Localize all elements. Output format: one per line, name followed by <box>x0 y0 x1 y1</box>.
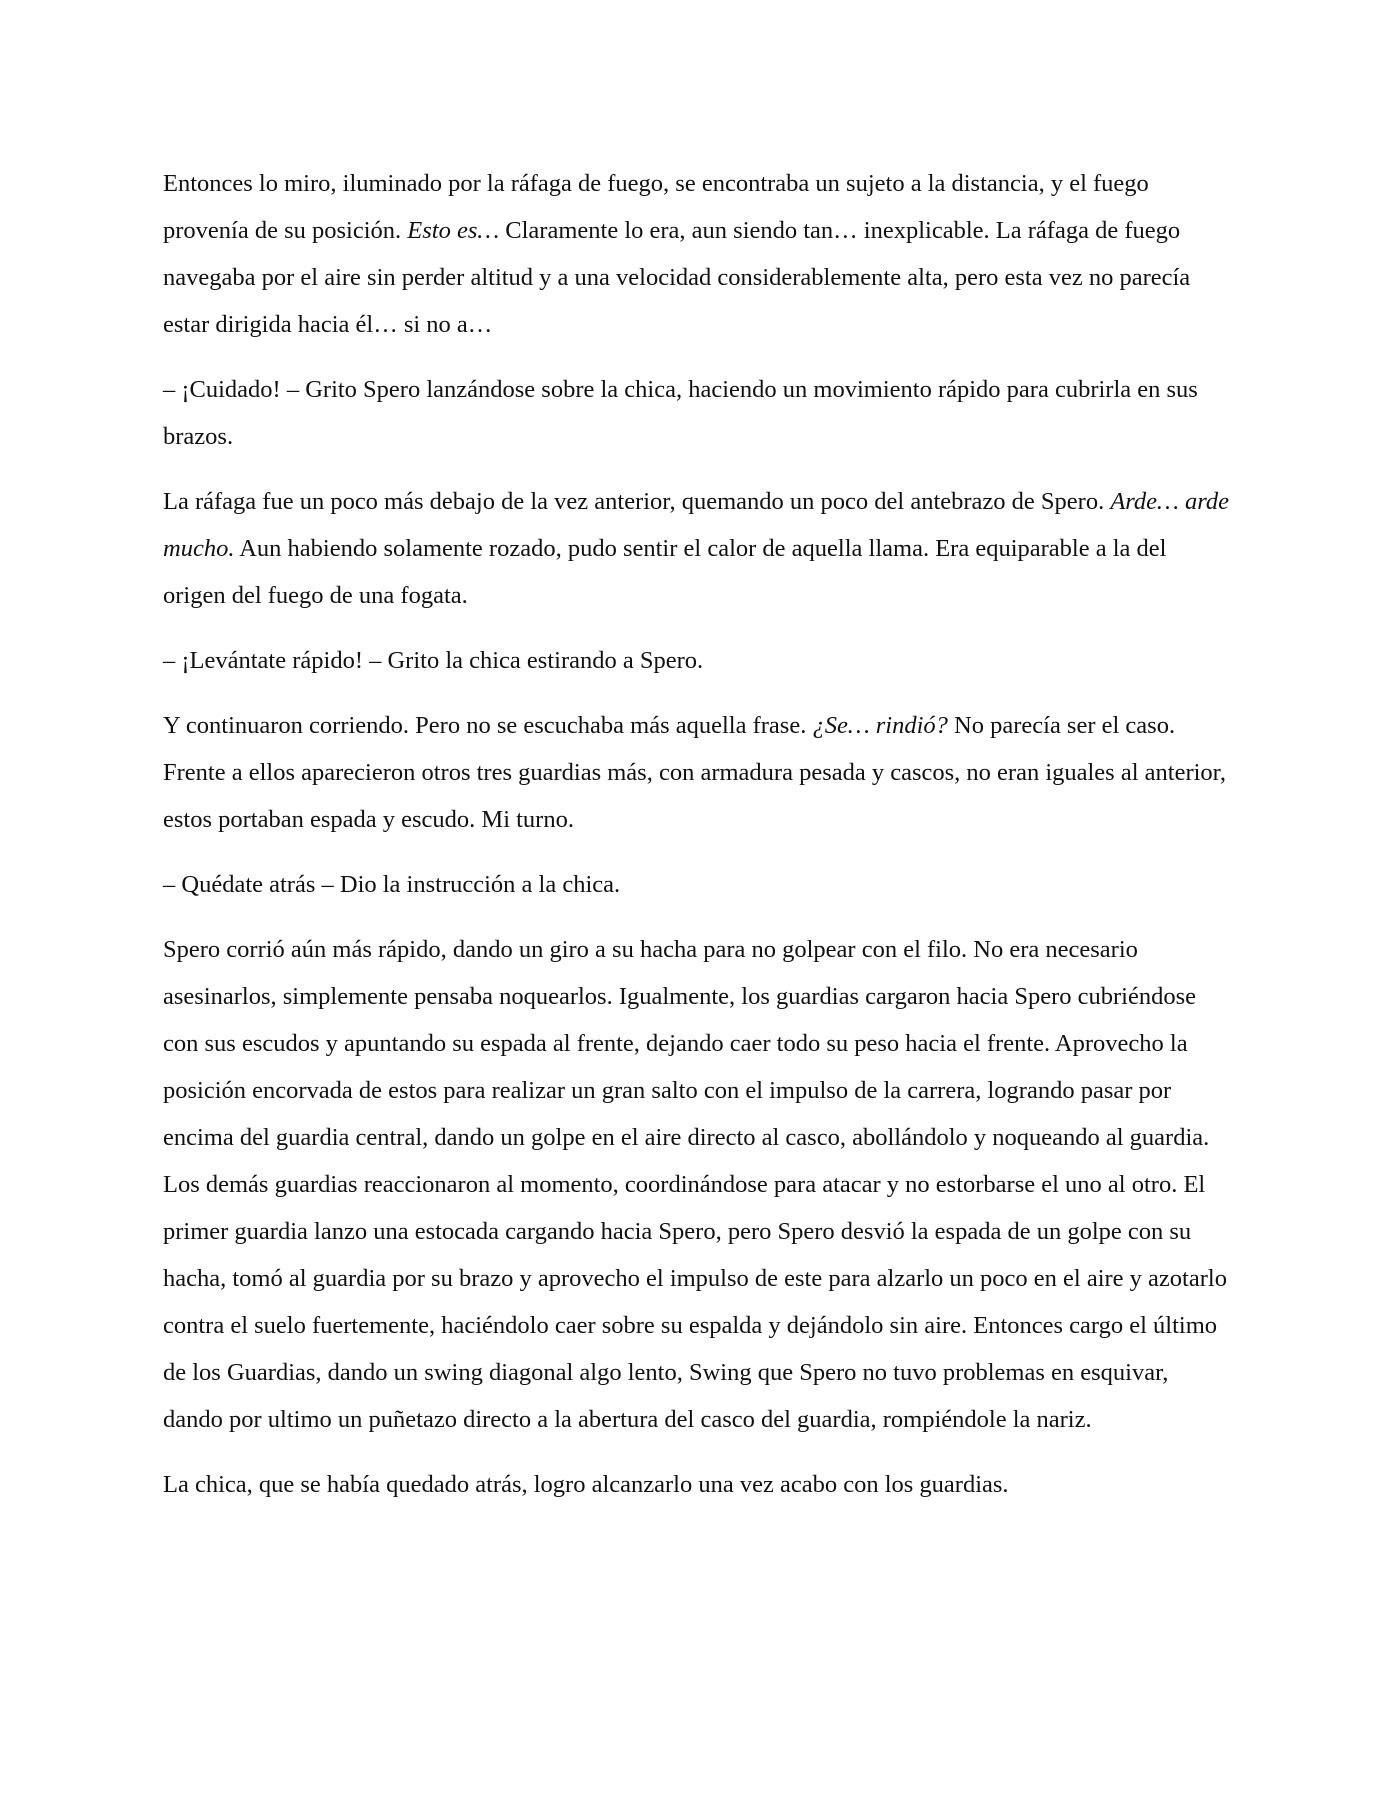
paragraph-6-text: – Quédate atrás – Dio la instrucción a la chica. <box>163 871 621 898</box>
paragraph-5 <box>163 702 1233 843</box>
paragraph-1-text-2: Claramente lo era, aun siendo tan… inexplicable. La ráfaga de fuego navegaba por el aire sin perder altitud y a una velocidad considerablemente alta, pero esta vez no parecía estar dirigida hacia él… si no a… <box>163 217 1191 338</box>
paragraph-1 <box>163 160 1233 348</box>
paragraph-1-italic-thought: Esto es… <box>407 217 500 244</box>
paragraph-6 <box>163 861 1233 908</box>
paragraph-8-text: La chica, que se había quedado atrás, logro alcanzarlo una vez acabo con los guardias. <box>163 1471 1009 1498</box>
paragraph-3 <box>163 478 1233 619</box>
paragraph-3-italic-thought: Arde… arde mucho. <box>163 488 1229 562</box>
paragraph-4 <box>163 637 1233 684</box>
paragraph-5-text-2: No parecía ser el caso. Frente a ellos aparecieron otros tres guardias más, con armadura pesada y cascos, no eran iguales al anterior, estos portaban espada y escudo. Mi turno. <box>163 712 1226 833</box>
paragraph-7 <box>163 926 1233 1443</box>
document-page <box>163 160 1233 1526</box>
paragraph-5-italic-thought: ¿Se… rindió? <box>812 712 948 739</box>
paragraph-8 <box>163 1461 1233 1508</box>
paragraph-5-text-1: Y continuaron corriendo. Pero no se escuchaba más aquella frase. <box>163 712 813 739</box>
paragraph-2-text: – ¡Cuidado! – Grito Spero lanzándose sobre la chica, haciendo un movimiento rápido para cubrirla en sus brazos. <box>163 376 1198 450</box>
paragraph-3-text-2: Aun habiendo solamente rozado, pudo sentir el calor de aquella llama. Era equiparable a la del origen del fuego de una fogata. <box>163 535 1167 609</box>
paragraph-2 <box>163 366 1233 460</box>
paragraph-1-text-1: Entonces lo miro, iluminado por la ráfaga de fuego, se encontraba un sujeto a la distancia, y el fuego provenía de su posición. <box>163 170 1149 244</box>
paragraph-3-text-1: La ráfaga fue un poco más debajo de la vez anterior, quemando un poco del antebrazo de Spero. <box>163 488 1111 515</box>
paragraph-7-text: Spero corrió aún más rápido, dando un giro a su hacha para no golpear con el filo. No era necesario asesinarlos, simplemente pensaba noquearlos. Igualmente, los guardias cargaron hacia Spero cubriéndose con sus escudos y apuntando su espada al frente, dejando caer todo su peso hacia el frente. Aprovecho la posición encorvada de estos para realizar un gran salto con el impulso de la carrera, logrando pasar por encima del guardia central, dando un golpe en el aire directo al casco, abollándolo y noqueando al guardia. Los demás guardias reaccionaron al momento, coordinándose para atacar y no estorbarse el uno al otro. El primer guardia lanzo una estocada cargando hacia Spero, pero Spero desvió la espada de un golpe con su hacha, tomó al guardia por su brazo y aprovecho el impulso de este para alzarlo un poco en el aire y azotarlo contra el suelo fuertemente, haciéndolo caer sobre su espalda y dejándolo sin aire. Entonces cargo el último de los Guardias, dando un swing diagonal algo lento, Swing que Spero no tuvo problemas en esquivar, dando por ultimo un puñetazo directo a la abertura del casco del guardia, rompiéndole la nariz. <box>163 936 1227 1433</box>
paragraph-4-text: – ¡Levántate rápido! – Grito la chica estirando a Spero. <box>163 647 704 674</box>
